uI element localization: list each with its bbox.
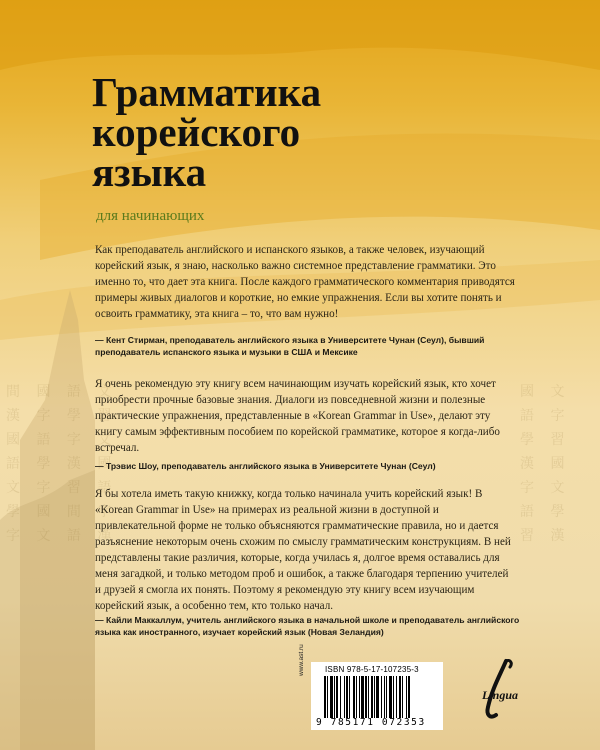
barcode-bar bbox=[384, 676, 385, 718]
barcode-bar bbox=[393, 676, 394, 718]
review-text: Как преподаватель английского и испанского языков, а также человек, изучающий корейский язык, я знаю, насколько важно системное представление грамматики. Это именно то, что дает эта книга. После каждого грамматического комментария приводятся примеры живых диалогов и короткие, но емкие упражнения. Если вы хотите понять и освоить грамматику, эта книга – то, что вам нужно! bbox=[95, 244, 515, 320]
barcode-bar bbox=[399, 676, 401, 718]
barcode-bar bbox=[334, 676, 335, 718]
barcode-bar bbox=[368, 676, 369, 718]
isbn-number: ISBN 978-5-17-107235-3 bbox=[325, 665, 419, 674]
title-line: Грамматика bbox=[92, 69, 322, 115]
review-text: Я очень рекомендую эту книгу всем начинающим изучать корейский язык, кто хочет приобрести прочные базовые знания. Диалоги из повседневной жизни и полезные практические упражнения, представленные в «Korean Grammar in Use», делают эту книгу самым эффективным пособием по корейской грамматике, которое я когда-либо встречал. bbox=[95, 378, 500, 454]
book-subtitle: для начинающих bbox=[96, 208, 205, 224]
review-author: — Кент Стирман, преподаватель английского языка в Университете Чунан (Сеул), бывший преподаватель испанского языка и музыки в США и Мексике bbox=[95, 335, 485, 357]
title-line: языка bbox=[92, 149, 207, 195]
barcode-bar bbox=[359, 676, 360, 718]
barcode-bar bbox=[408, 676, 410, 718]
barcode-bar bbox=[381, 676, 382, 718]
barcode-bar bbox=[374, 676, 375, 718]
barcode-bar bbox=[371, 676, 373, 718]
barcode-bar bbox=[346, 676, 348, 718]
barcode-bar bbox=[386, 676, 387, 718]
barcode-bar bbox=[365, 676, 367, 718]
barcode-bar bbox=[361, 676, 364, 718]
title-line: корейского bbox=[92, 109, 301, 155]
barcode-bar bbox=[356, 676, 357, 718]
barcode-bar bbox=[336, 676, 338, 718]
hangul-pattern: 國 文 語 字 學 習 漢 國 字 文 語 學 習 漢 bbox=[520, 384, 571, 544]
barcode-bar bbox=[349, 676, 350, 718]
review-author: — Трэвис Шоу, преподаватель английского языка в Университете Чунан (Сеул) bbox=[95, 461, 436, 471]
barcode-bar bbox=[376, 676, 379, 718]
lingua-logo-text: Lingua bbox=[482, 688, 519, 702]
barcode-bar bbox=[353, 676, 355, 718]
barcode-bar bbox=[406, 676, 407, 718]
barcode-bar bbox=[330, 676, 333, 718]
barcode-bar bbox=[402, 676, 403, 718]
barcode-number: 9 785171 072353 bbox=[316, 717, 426, 728]
barcode-bar bbox=[344, 676, 345, 718]
barcode-bar bbox=[324, 676, 326, 718]
publisher-website: www.ast.ru bbox=[298, 644, 305, 676]
barcode-bar bbox=[389, 676, 392, 718]
barcode-bar bbox=[396, 676, 397, 718]
barcode-bar bbox=[340, 676, 341, 718]
barcode-bars bbox=[324, 676, 436, 718]
book-title bbox=[92, 69, 512, 195]
review-author: — Кайли Маккаллум, учитель английского языка в начальной школе и преподаватель английского языка как иностранного, изучает корейский язык (Новая Зеландия) bbox=[95, 615, 520, 637]
barcode-bar bbox=[327, 676, 328, 718]
review-text: Я бы хотела иметь такую книжку, когда только начинала учить корейский язык! В «Korean Grammar in Use» на примерах из реальной жизни в доступной и привлекательной форме не только объясняются грамматические правила, но и дается разъяснение некоторым очень схожим по смыслу грамматическим конструкциям. В ней представлены такие различия, которые, когда училась я, долгое время оставались для меня загадкой, и только методом проб и ошибок, а также благодаря терпению учителей и друзей я смогла их понять. Поэтому я рекомендую эту книгу всем изучающим корейский язык, а особенно тем, кто только начал. bbox=[95, 488, 511, 612]
hangul-pattern: 間 國 語 文 漢 字 學 習 國 語 字 文 語 學 漢 國 文 字 習 語 學 國 間 字 字 文 語 漢 bbox=[6, 384, 118, 544]
